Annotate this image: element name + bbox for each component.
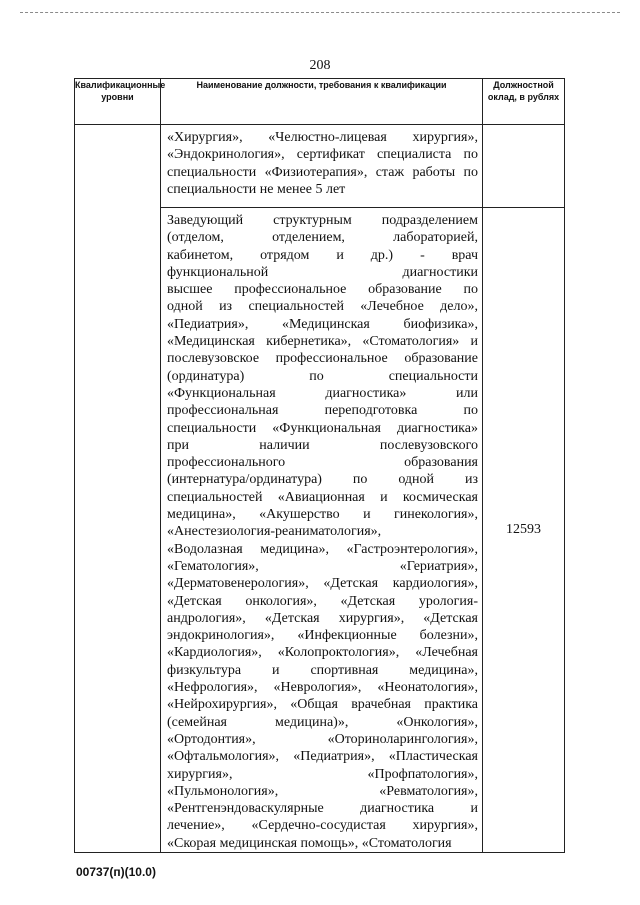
text-line: «Дерматовенерология», «Детская кардиология», — [167, 576, 478, 592]
text-line: «Функциональная диагностика» или — [167, 385, 478, 401]
text-line: эндокринология», «Инфекционные болезни», — [167, 628, 478, 644]
position-requirements-cell — [161, 208, 483, 853]
text-line: Заведующий структурным подразделением — [167, 213, 478, 228]
text-line: «Гематология», «Гериатрия», — [167, 558, 478, 574]
qualification-level-cell — [75, 125, 161, 853]
qualification-table — [74, 78, 565, 853]
text-line: «Нейрохирургия», «Общая врачебная практика — [167, 697, 478, 713]
salary-value: 12593 — [483, 208, 565, 853]
text-line: медицина», «Акушерство и гинекология», — [167, 507, 478, 523]
text-line: «Рентгенэндоваскулярные диагностика и — [167, 801, 478, 817]
text-line: «Офтальмология», «Педиатрия», «Пластическая — [167, 749, 478, 765]
text-line: «Ортодонтия», «Оториноларингология», — [167, 731, 478, 747]
page-number: 208 — [309, 58, 331, 73]
text-line: «Кардиология», «Колопроктология», «Лечебная — [167, 645, 478, 661]
continuation-requirements-cell — [161, 125, 483, 208]
text-line: (отделом, отделением, лабораторией, — [167, 230, 478, 246]
text-line: андрология», «Детская хирургия», «Детская — [167, 610, 478, 626]
text-line: послевузовское профессиональное образование — [167, 351, 478, 367]
empty-salary-cell — [483, 125, 565, 208]
text-line: физкультура и спортивная медицина», — [167, 662, 478, 678]
continuation-requirements-text — [161, 125, 482, 198]
text-line: «Хирургия», «Челюстно-лицевая хирургия», — [167, 130, 478, 145]
text-line: (ординатура) по специальности — [167, 368, 478, 384]
text-line: хирургия», «Профпатология», — [167, 766, 478, 782]
text-line: «Пульмонология», «Ревматология», — [167, 783, 478, 799]
text-line: одной из специальностей «Лечебное дело», — [167, 299, 478, 315]
text-line: профессиональная переподготовка по — [167, 403, 478, 419]
text-line: «Водолазная медицина», «Гастроэнтерология», — [167, 541, 478, 557]
document-code: 00737(п)(10.0) — [76, 865, 156, 879]
text-line: профессионального образования — [167, 455, 478, 471]
position-requirements-text — [161, 208, 482, 852]
text-line: «Детская онкология», «Детская урология- — [167, 593, 478, 609]
text-line: функциональной диагностики — [167, 264, 478, 280]
text-line: «Медицинская кибернетика», «Стоматология» и — [167, 334, 478, 350]
text-line: (семейная медицина)», «Онкология», — [167, 714, 478, 730]
header-position-requirements: Наименование должности, требования к квалификации — [161, 79, 483, 125]
text-line: «Скорая медицинская помощь», «Стоматология — [167, 835, 452, 851]
text-line: кабинетом, отрядом и др.) - врач — [167, 247, 478, 263]
scan-artifact-line — [20, 12, 620, 13]
header-qualification-levels: Квалификационные уровни — [75, 79, 161, 125]
text-line: «Эндокринология», сертификат специалиста по — [167, 147, 478, 163]
text-line: специальностей «Авиационная и космическая — [167, 489, 478, 505]
text-line: «Нефрология», «Неврология», «Неонатология», — [167, 680, 478, 696]
text-line: при наличии послевузовского — [167, 437, 478, 453]
text-line: (интернатура/ординатура) по одной из — [167, 472, 478, 488]
text-line: специальности «Функциональная диагностика» — [167, 420, 478, 436]
text-line: специальности не менее 5 лет — [167, 181, 346, 197]
text-line: «Анестезиология-реаниматология», — [167, 524, 382, 540]
text-line: «Педиатрия», «Медицинская биофизика», — [167, 316, 478, 332]
table-header-row — [75, 79, 565, 125]
header-salary: Должностной оклад, в рублях — [483, 79, 565, 125]
text-line: специальности «Физиотерапия», стаж работы по — [167, 164, 478, 180]
text-line: высшее профессиональное образование по — [167, 282, 478, 298]
text-line: лечение», «Сердечно-сосудистая хирургия», — [167, 818, 478, 834]
table-row — [75, 125, 565, 208]
